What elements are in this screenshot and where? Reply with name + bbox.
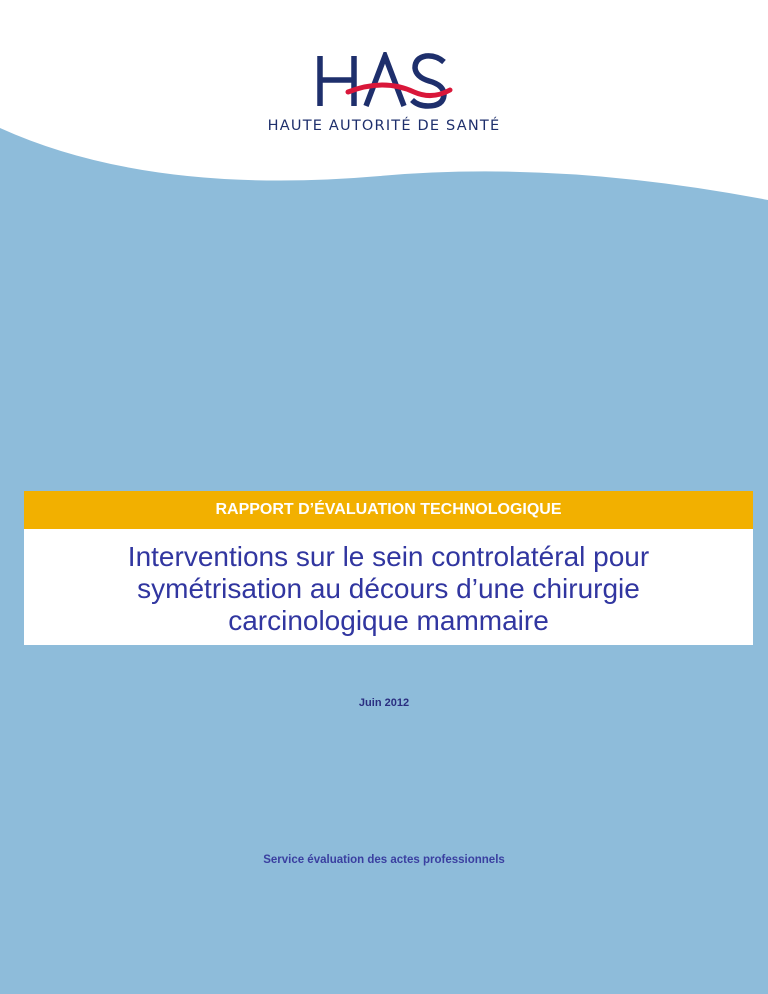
service-name: Service évaluation des actes professionnels [263,854,505,866]
report-type-label: RAPPORT D’ÉVALUATION TECHNOLOGIQUE [24,491,753,529]
report-title [24,541,753,637]
has-logo [0,0,768,150]
has-logo-mark [314,52,454,110]
logo-subtitle: HAUTE AUTORITÉ DE SANTÉ [267,118,501,134]
report-banner [24,491,753,645]
report-title-line-2: symétrisation au décours d’une chirurgie [137,573,640,604]
publication-date: Juin 2012 [358,697,410,709]
report-title-line-1: Interventions sur le sein controlatéral pour [127,541,650,572]
report-title-line-3: carcinologique mammaire [228,605,549,636]
